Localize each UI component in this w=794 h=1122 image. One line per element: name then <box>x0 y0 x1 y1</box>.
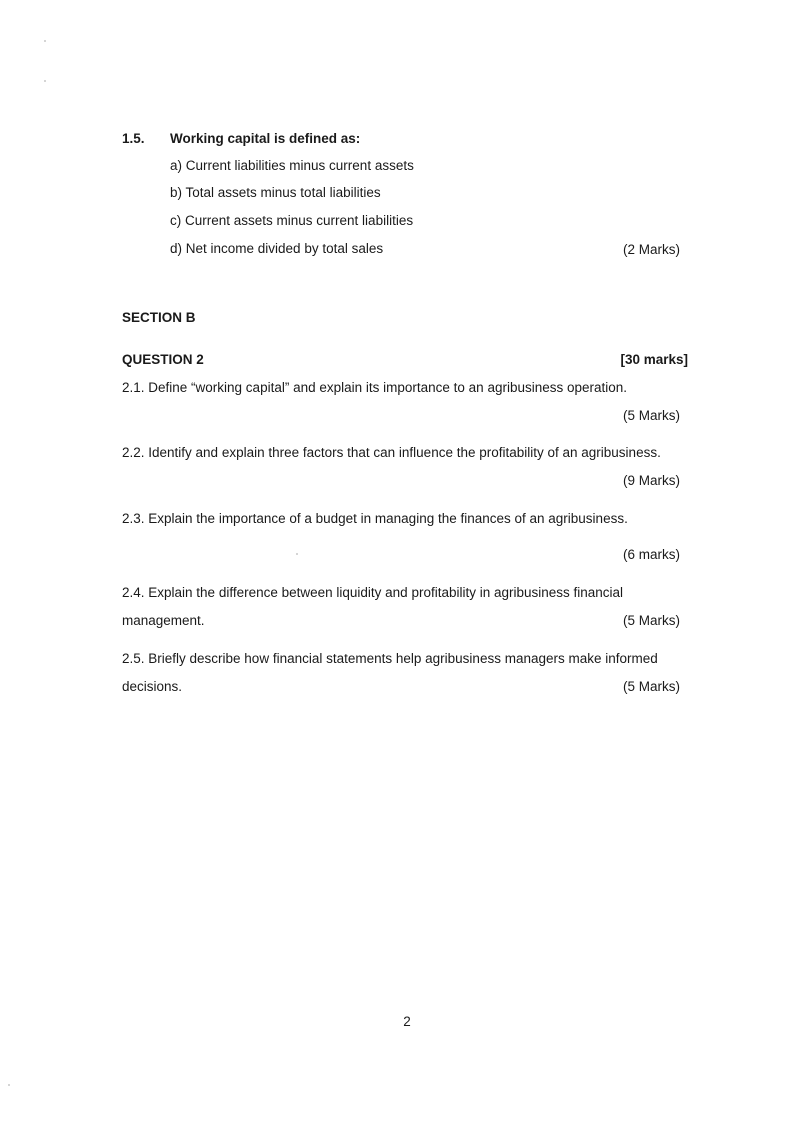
marks-label: (6 marks) <box>623 547 680 562</box>
marks-label: (5 Marks) <box>623 679 680 694</box>
question-item-2-4: 2.4. Explain the difference between liquidity and profitability in agribusiness financial <box>122 585 624 600</box>
scan-speck <box>8 1084 10 1086</box>
marks-label: (5 Marks) <box>623 408 680 423</box>
option-a: a) Current liabilities minus current assets <box>170 158 414 173</box>
section-title: SECTION B <box>122 310 196 325</box>
question-stem: Working capital is defined as: <box>170 131 361 146</box>
page-number: 2 <box>403 1014 411 1029</box>
question-total-marks: [30 marks] <box>620 352 688 367</box>
scan-speck <box>44 40 46 42</box>
question-item-2-2: 2.2. Identify and explain three factors that can influence the profitability of an agribusiness. <box>122 445 661 460</box>
marks-label: (2 Marks) <box>623 242 680 257</box>
question-item-2-5: 2.5. Briefly describe how financial statements help agribusiness managers make informed <box>122 651 658 666</box>
question-item-2-3: 2.3. Explain the importance of a budget in managing the finances of an agribusiness. <box>122 511 628 526</box>
scan-speck <box>44 80 46 82</box>
option-c: c) Current assets minus current liabilities <box>170 213 414 228</box>
question-item-2-5-continued: decisions. <box>122 679 183 694</box>
question-number: 1.5. <box>122 131 145 146</box>
question-item-2-1: 2.1. Define “working capital” and explain its importance to an agribusiness operation. <box>122 380 628 395</box>
option-b: b) Total assets minus total liabilities <box>170 185 381 200</box>
question-title: QUESTION 2 <box>122 352 204 367</box>
question-item-2-4-continued: management. <box>122 613 205 628</box>
scan-speck <box>296 553 298 555</box>
marks-label: (9 Marks) <box>623 473 680 488</box>
option-d: d) Net income divided by total sales <box>170 241 384 256</box>
marks-label: (5 Marks) <box>623 613 680 628</box>
